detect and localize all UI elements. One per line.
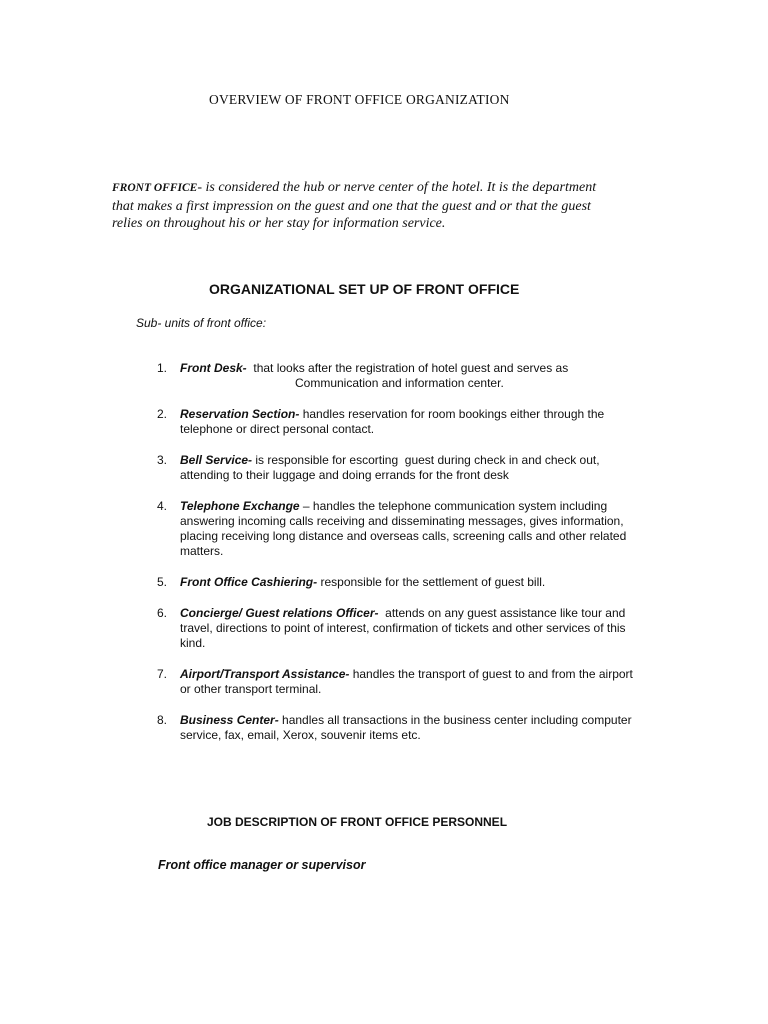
list-term: Front Desk- [180,361,247,375]
list-line: Communication and information center. [295,376,504,390]
list-line: handles reservation for room bookings either through the [299,407,605,421]
list-number: 5. [157,575,168,589]
list-number: 6. [157,606,168,620]
list-body [180,606,626,651]
list-line: handles the transport of guest to and from the airport [349,667,633,681]
intro-line-2: that makes a first impression on the guest and one that the guest and or that the guest [112,198,591,214]
intro-lead: FRONT OFFICE [112,182,198,194]
list-line: matters. [180,544,224,558]
front-office-manager-subheading: Front office manager or supervisor [158,858,366,872]
list-number: 7. [157,667,168,681]
list-line: service, fax, email, Xerox, souvenir items etc. [180,728,421,742]
list-term: Concierge/ Guest relations Officer- [180,606,379,620]
list-line: or other transport terminal. [180,682,322,696]
list-line: that looks after the registration of hotel guest and serves as [246,361,569,375]
intro-line-3: relies on throughout his or her stay for information service. [112,216,446,231]
job-description-heading: JOB DESCRIPTION OF FRONT OFFICE PERSONNEL [207,815,508,829]
list-term: Telephone Exchange [180,499,300,513]
intro-paragraph [112,179,672,233]
list-line: placing receiving long distance and overseas calls, screening calls and other related [180,529,627,543]
list-number: 2. [157,407,168,421]
list-term: Bell Service- [180,453,253,467]
list-body [180,713,632,743]
list-line: responsible for the settlement of guest bill. [317,575,546,589]
list-number: 1. [157,361,168,375]
list-term: Business Center- [180,713,279,727]
list-body [180,361,568,391]
list-line: attends on any guest assistance like tour and [378,606,626,620]
list-body [180,407,604,437]
list-line: travel, directions to point of interest, confirmation of tickets and other services of this [180,621,626,635]
list-line: answering incoming calls receiving and disseminating messages, gives information, [180,514,624,528]
list-number: 4. [157,499,168,513]
list-line: telephone or direct personal contact. [180,422,375,436]
list-line: – handles the telephone communication system including [299,499,608,513]
list-line: kind. [180,636,206,650]
list-line: handles all transactions in the business center including computer [278,713,632,727]
document-title: OVERVIEW OF FRONT OFFICE ORGANIZATION [209,92,510,107]
list-number: 8. [157,713,168,727]
intro-line-1 [112,179,672,198]
list-body [180,453,600,483]
list-line: is responsible for escorting guest during check in and check out, [252,453,600,467]
list-body [180,499,626,559]
list-term: Airport/Transport Assistance- [180,667,350,681]
intro-line-1-text: - is considered the hub or nerve center of the hotel. It is the department [197,180,597,195]
list-number: 3. [157,453,168,467]
list-body [180,667,633,697]
list-term: Reservation Section- [180,407,300,421]
list-term: Front Office Cashiering- [180,575,318,589]
list-body [180,575,545,590]
section-heading: ORGANIZATIONAL SET UP OF FRONT OFFICE [209,281,520,297]
subunits-label: Sub- units of front office: [136,316,267,330]
list-line: attending to their luggage and doing errands for the front desk [180,468,509,482]
